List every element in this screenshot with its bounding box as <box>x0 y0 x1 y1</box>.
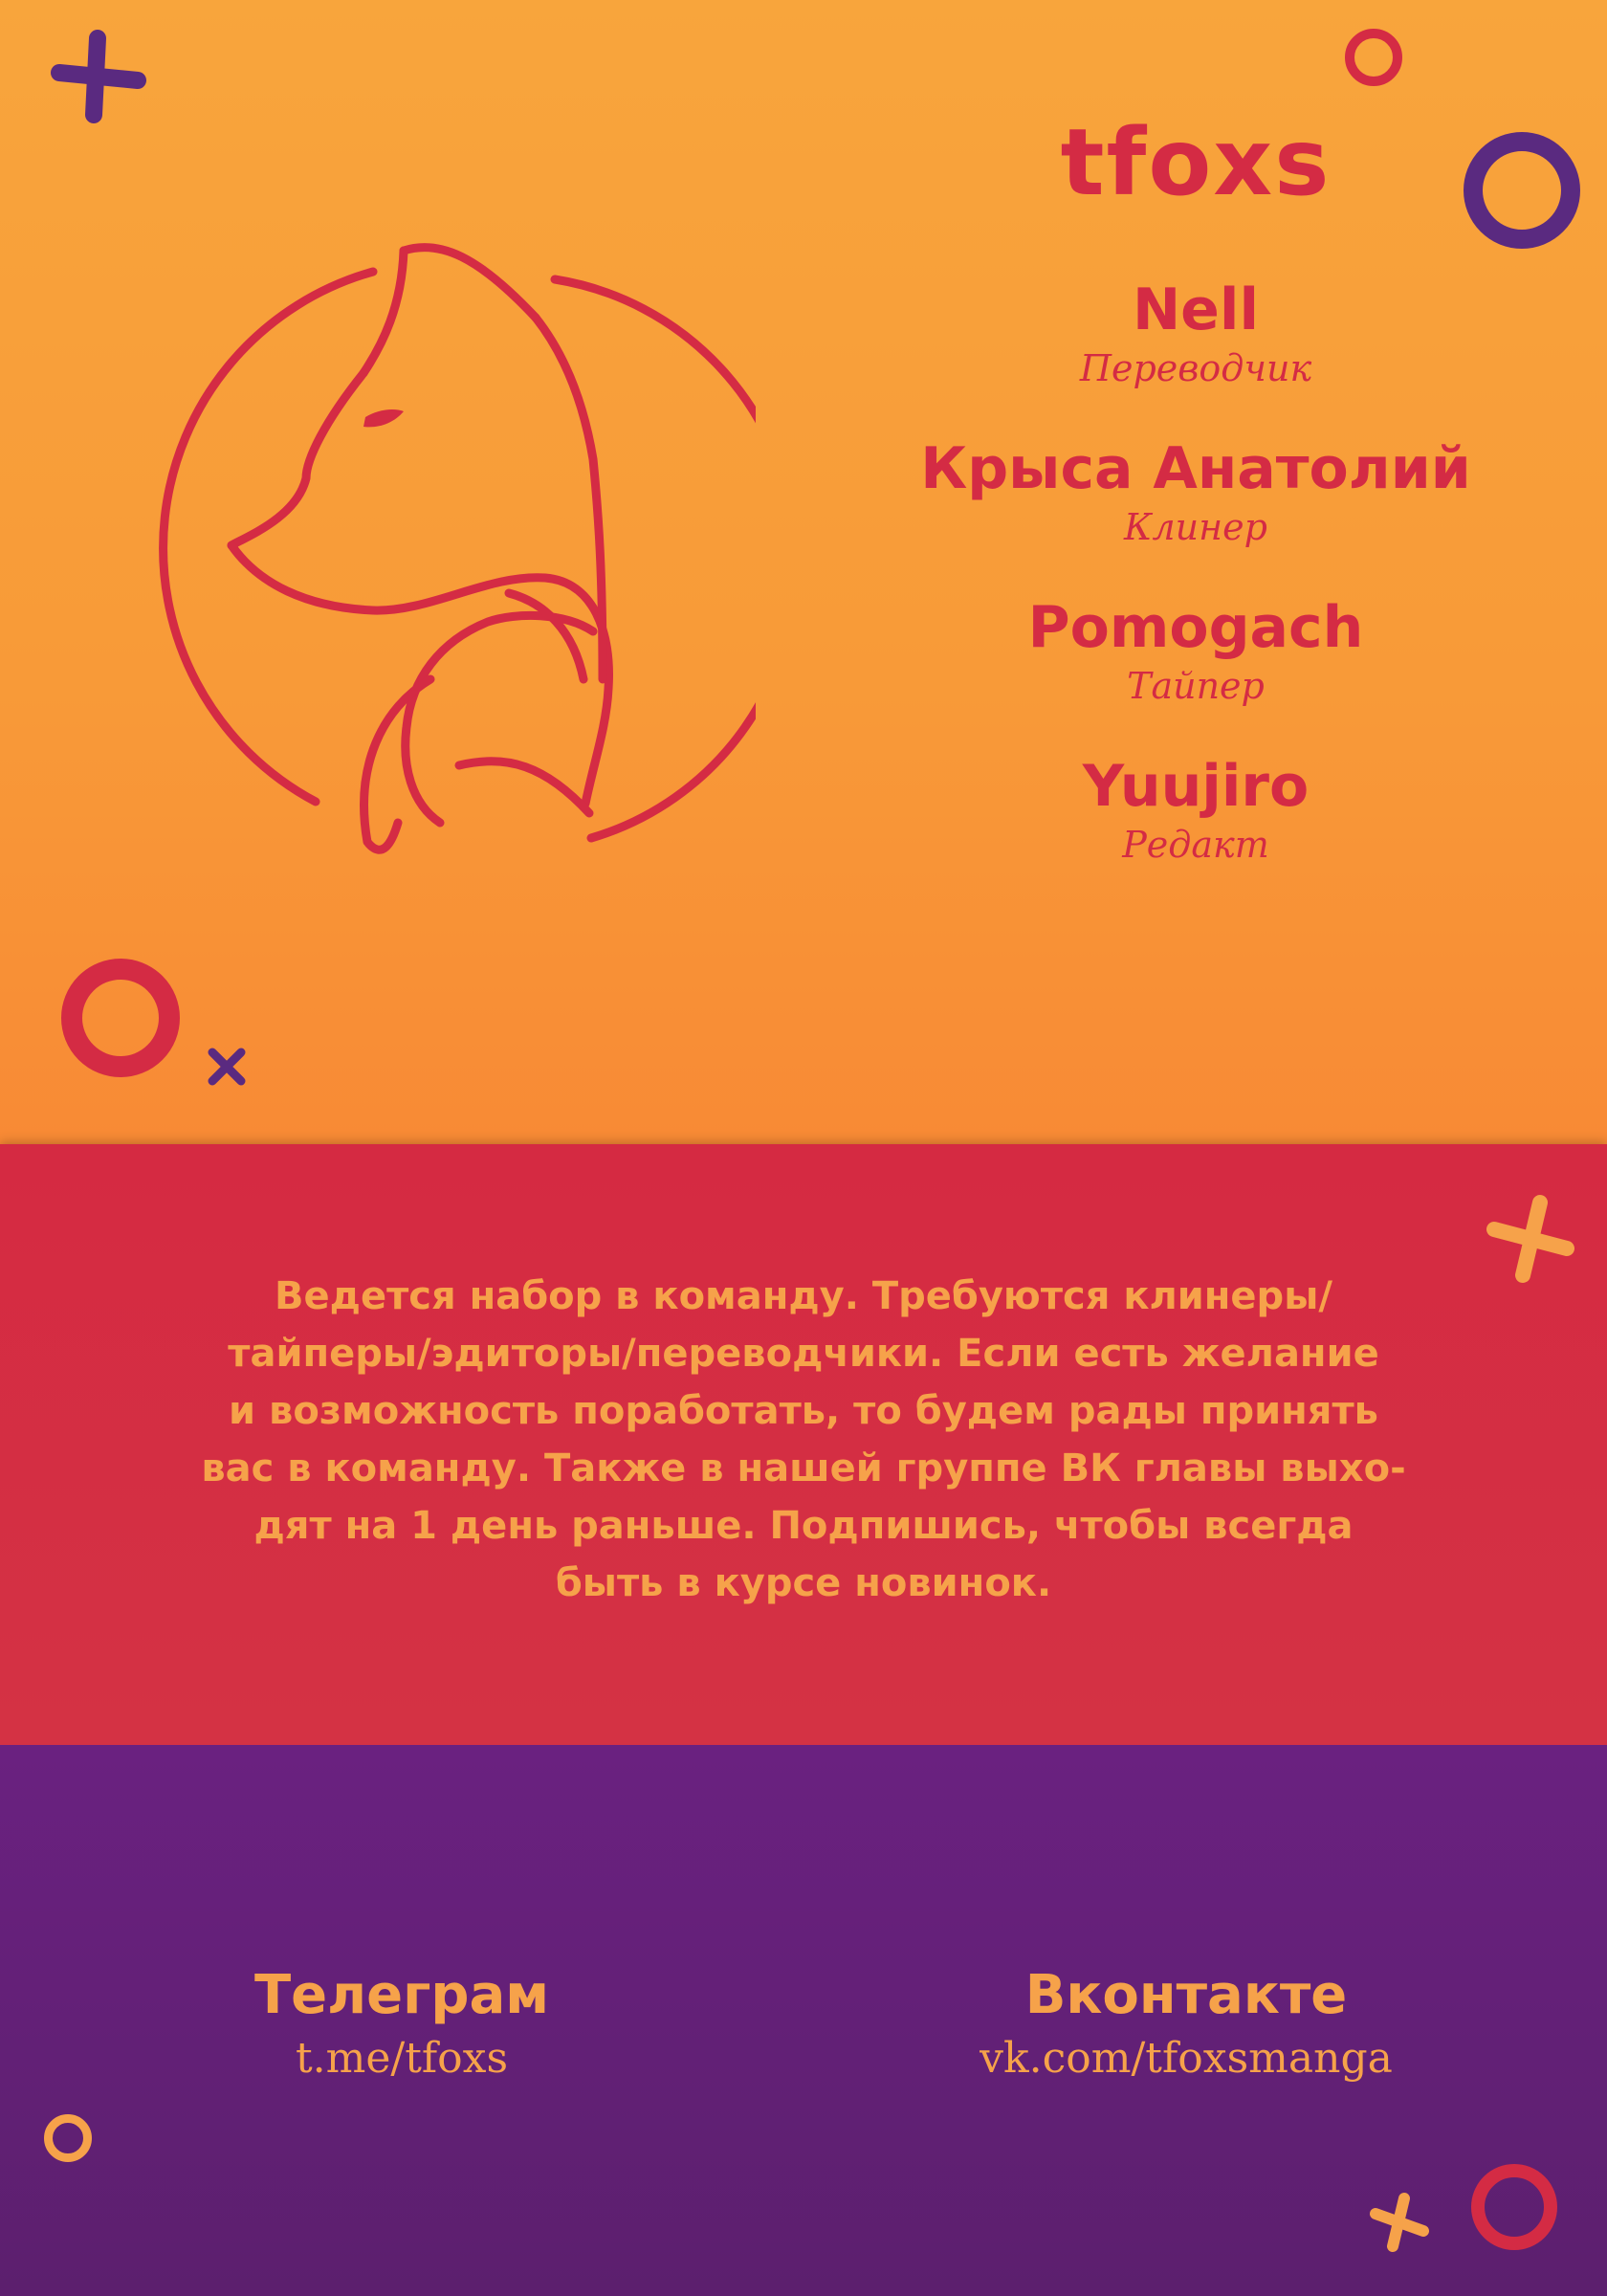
recruitment-line: дят на 1 день раньше. Подпишись, чтобы всегда <box>253 1504 1354 1548</box>
member-name: Pomogach <box>1027 594 1364 661</box>
member-role: Тайпер <box>1127 665 1265 707</box>
vk-link[interactable]: vk.com/tfoxsmanga <box>980 2034 1393 2083</box>
recruitment-text <box>143 1268 1464 1612</box>
member-role: Клинер <box>1124 506 1267 548</box>
vk-title: Вконтакте <box>1024 1964 1348 2026</box>
cross-icon <box>1483 1191 1578 1287</box>
team-member <box>880 593 1511 710</box>
telegram-contact <box>172 1961 631 2087</box>
ring-icon <box>44 2114 92 2162</box>
recruitment-line: и возможность поработать, то будем рады принять <box>229 1389 1378 1433</box>
brand-title: tfoxs <box>1060 109 1332 216</box>
recruitment-line: быть в курсе новинок. <box>555 1561 1052 1605</box>
ring-icon <box>1471 2164 1557 2250</box>
member-role: Переводчик <box>1079 347 1312 389</box>
team-member <box>880 434 1511 551</box>
telegram-link[interactable]: t.me/tfoxs <box>295 2034 509 2083</box>
cross-icon <box>203 1043 251 1091</box>
fox-head-logo <box>143 230 756 899</box>
member-name: Yuujiro <box>1082 753 1310 820</box>
member-role: Редакт <box>1122 824 1269 866</box>
member-name: Nell <box>1132 276 1260 343</box>
plus-icon <box>48 27 147 126</box>
cross-icon <box>1366 2189 1433 2256</box>
team-member <box>880 752 1511 869</box>
recruitment-line: вас в команду. Также в нашей группе ВК главы выхо- <box>201 1446 1406 1490</box>
member-name: Крыса Анатолий <box>920 435 1471 502</box>
vk-contact <box>899 1961 1473 2087</box>
ring-icon <box>1345 29 1402 86</box>
telegram-title: Телеграм <box>253 1964 550 2026</box>
recruitment-line: тайперы/эдиторы/переводчики. Если есть желание <box>228 1332 1379 1376</box>
recruitment-line: Ведется набор в команду. Требуются клинеры/ <box>275 1274 1332 1318</box>
credits-block <box>880 105 1511 911</box>
ring-icon <box>61 959 180 1077</box>
team-member <box>880 276 1511 392</box>
